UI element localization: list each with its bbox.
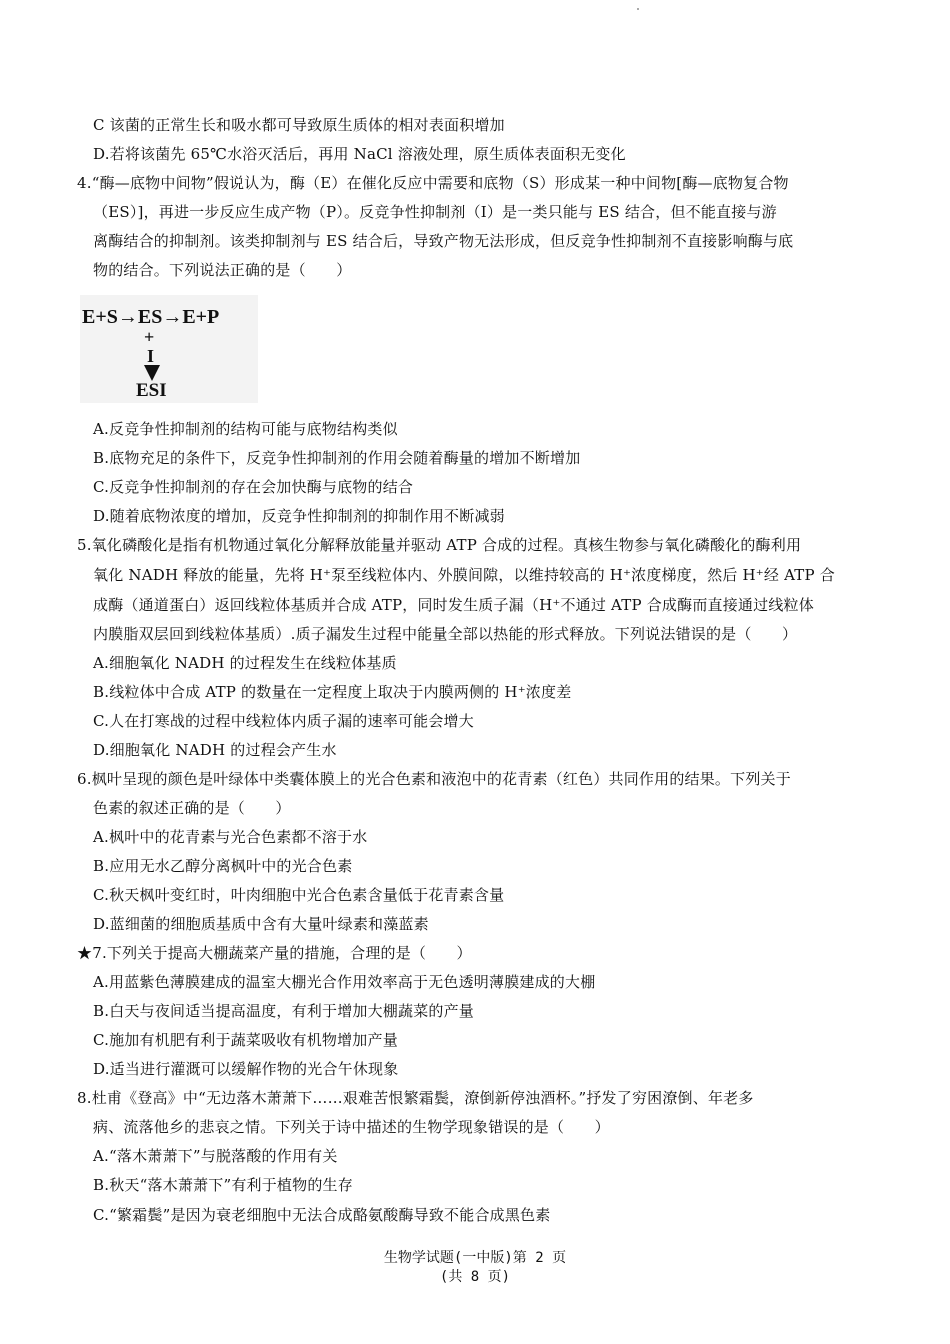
- q6-option-a: A.枫叶中的花青素与光合色素都不溶于水: [93, 828, 368, 846]
- q4-stem-line-2: （ES）]，再进一步反应生成产物（P）。反竞争性抑制剂（Ⅰ）是一类只能与 ES 结合，但不能直接与游: [93, 203, 777, 221]
- q5-option-b: B.线粒体中合成 ATP 的数量在一定程度上取决于内膜两侧的 H⁺浓度差: [93, 683, 572, 701]
- page-footer-count: (共 8 页): [439, 1269, 511, 1285]
- q4-option-a: A.反竞争性抑制剂的结构可能与底物结构类似: [93, 420, 398, 438]
- scan-speck: [637, 8, 639, 10]
- q8-stem-line-2: 病、流落他乡的悲哀之情。下列关于诗中描述的生物学现象错误的是（ ）: [93, 1118, 610, 1136]
- q5-option-d: D.细胞氧化 NADH 的过程会产生水: [93, 741, 337, 759]
- enzyme-inhibition-diagram: [80, 295, 258, 403]
- q8-stem-line-1: 8.杜甫《登高》中“无边落木萧萧下……艰难苦恨繁霜鬓，潦倒新停浊酒杯。”抒发了穷困潦倒、年老多: [77, 1089, 754, 1107]
- q5-option-a: A.细胞氧化 NADH 的过程发生在线粒体基质: [93, 654, 397, 672]
- q4-option-d: D.随着底物浓度的增加，反竞争性抑制剂的抑制作用不断减弱: [93, 507, 505, 525]
- inhibitor-label: I: [147, 346, 155, 366]
- q6-option-c: C.秋天枫叶变红时，叶肉细胞中光合色素含量低于花青素含量: [93, 886, 505, 904]
- q5-stem-line-1: 5.氧化磷酸化是指有机物通过氧化分解释放能量并驱动 ATP 合成的过程。真核生物参与氧化磷酸化的酶利用: [77, 536, 802, 554]
- q5-stem-line-4: 内膜脂双层回到线粒体基质）.质子漏发生过程中能量全部以热能的形式释放。下列说法错误的是（ ）: [93, 625, 798, 643]
- q8-option-c: C.“繁霜鬓”是因为衰老细胞中无法合成酪氨酸酶导致不能合成黑色素: [93, 1206, 551, 1224]
- q6-option-d: D.蓝细菌的细胞质基质中含有大量叶绿素和藻蓝素: [93, 915, 429, 933]
- q5-stem-line-2: 氧化 NADH 释放的能量，先将 H⁺泵至线粒体内、外膜间隙，以维持较高的 H⁺浓度梯度，然后 H⁺经 ATP 合: [93, 566, 835, 584]
- reaction-equation: E+S→ES→E+P: [82, 306, 220, 328]
- q4-option-b: B.底物充足的条件下，反竞争性抑制剂的作用会随着酶量的增加不断增加: [93, 449, 581, 467]
- q6-stem-line-2: 色素的叙述正确的是（ ）: [93, 799, 291, 817]
- esi-label: ESI: [136, 380, 167, 401]
- page-footer-title: 生物学试题(一中版)第 2 页: [383, 1250, 567, 1266]
- q5-option-c: C.人在打寒战的过程中线粒体内质子漏的速率可能会增大: [93, 712, 474, 730]
- q7-option-d: D.适当进行灌溉可以缓解作物的光合午休现象: [93, 1060, 399, 1078]
- q6-stem-line-1: 6.枫叶呈现的颜色是叶绿体中类囊体膜上的光合色素和液泡中的花青素（红色）共同作用的结果。下列关于: [77, 770, 791, 788]
- q8-option-b: B.秋天“落木萧萧下”有利于植物的生存: [93, 1176, 353, 1194]
- q3-option-c: C 该菌的正常生长和吸水都可导致原生质体的相对表面积增加: [93, 116, 505, 134]
- q7-option-a: A.用蓝紫色薄膜建成的温室大棚光合作用效率高于无色透明薄膜建成的大棚: [93, 973, 596, 991]
- q4-option-c: C.反竞争性抑制剂的存在会加快酶与底物的结合: [93, 478, 414, 496]
- q4-stem-line-1: 4.“酶—底物中间物”假说认为，酶（E）在催化反应中需要和底物（S）形成某一种中间物[酶—底物复合物: [77, 174, 789, 192]
- q4-stem-line-4: 物的结合。下列说法正确的是（ ）: [93, 261, 352, 279]
- q7-stem: ★7.下列关于提高大棚蔬菜产量的措施，合理的是（ ）: [77, 944, 472, 962]
- q6-option-b: B.应用无水乙醇分离枫叶中的光合色素: [93, 857, 353, 875]
- q7-option-b: B.白天与夜间适当提高温度，有利于增加大棚蔬菜的产量: [93, 1002, 474, 1020]
- q5-stem-line-3: 成酶（通道蛋白）返回线粒体基质并合成 ATP，同时发生质子漏（H⁺不通过 ATP 合成酶而直接通过线粒体: [93, 596, 814, 614]
- q7-option-c: C.施加有机肥有利于蔬菜吸收有机物增加产量: [93, 1031, 398, 1049]
- q3-option-d: D.若将该菌先 65℃水浴灭活后，再用 NaCl 溶液处理，原生质体表面积无变化: [93, 145, 626, 163]
- q8-option-a: A.“落木萧萧下”与脱落酸的作用有关: [93, 1147, 338, 1165]
- q4-stem-line-3: 离酶结合的抑制剂。该类抑制剂与 ES 结合后，导致产物无法形成，但反竞争性抑制剂不直接影响酶与底: [93, 232, 794, 250]
- plus-sign: +: [144, 327, 155, 347]
